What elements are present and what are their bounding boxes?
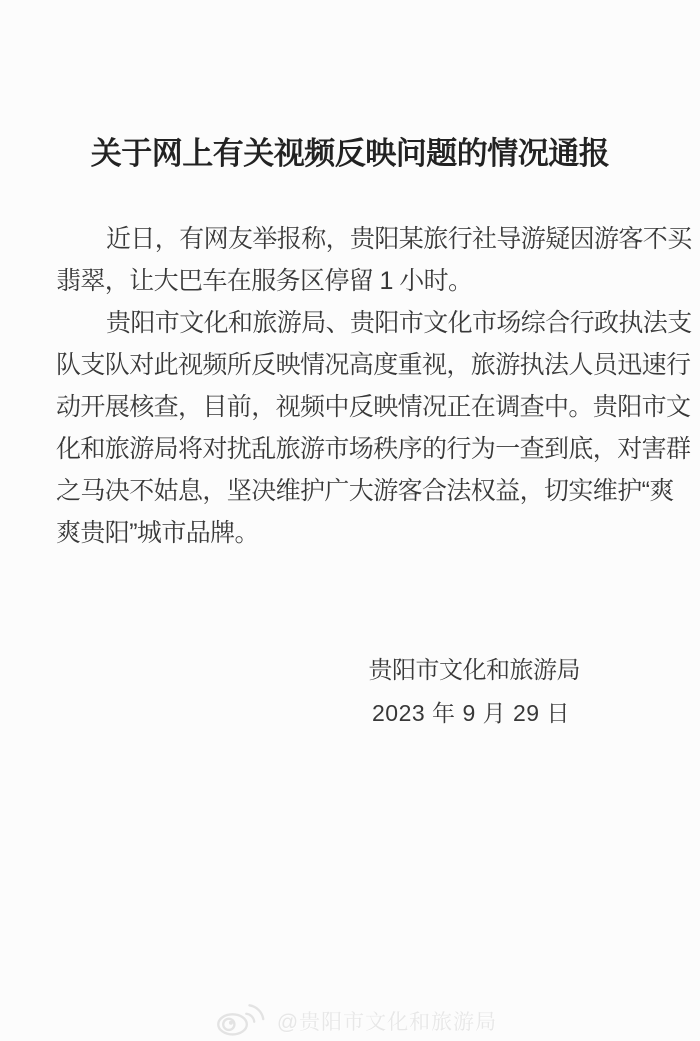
body-line: 爽贵阳”城市品牌。 <box>56 519 259 547</box>
body-line: 动开展核查，目前，视频中反映情况正在调查中。贵阳市文 <box>56 393 691 421</box>
body-line: 队支队对此视频所反映情况高度重视，旅游执法人员迅速行 <box>56 351 691 379</box>
body-line: 化和旅游局将对扰乱旅游市场秩序的行为一查到底，对害群 <box>56 435 691 463</box>
signature-issuer: 贵阳市文化和旅游局 <box>368 657 580 684</box>
weibo-icon <box>215 1000 267 1036</box>
body-line: 之马决不姑息，坚决维护广大游客合法权益，切实维护“爽 <box>56 477 674 505</box>
body-line: 贵阳市文化和旅游局、贵阳市文化市场综合行政执法支 <box>106 309 692 337</box>
notice-title: 关于网上有关视频反映问题的情况通报 <box>90 136 610 171</box>
body-line: 翡翠，让大巴车在服务区停留 1 小时。 <box>56 267 473 295</box>
watermark-handle: @贵阳市文化和旅游局 <box>276 1010 498 1034</box>
notice-body <box>56 218 692 554</box>
body-line: 近日，有网友举报称，贵阳某旅行社导游疑因游客不买 <box>106 225 692 253</box>
notice-date: 2023 年 9 月 29 日 <box>372 700 570 726</box>
watermark <box>6 1000 700 1036</box>
